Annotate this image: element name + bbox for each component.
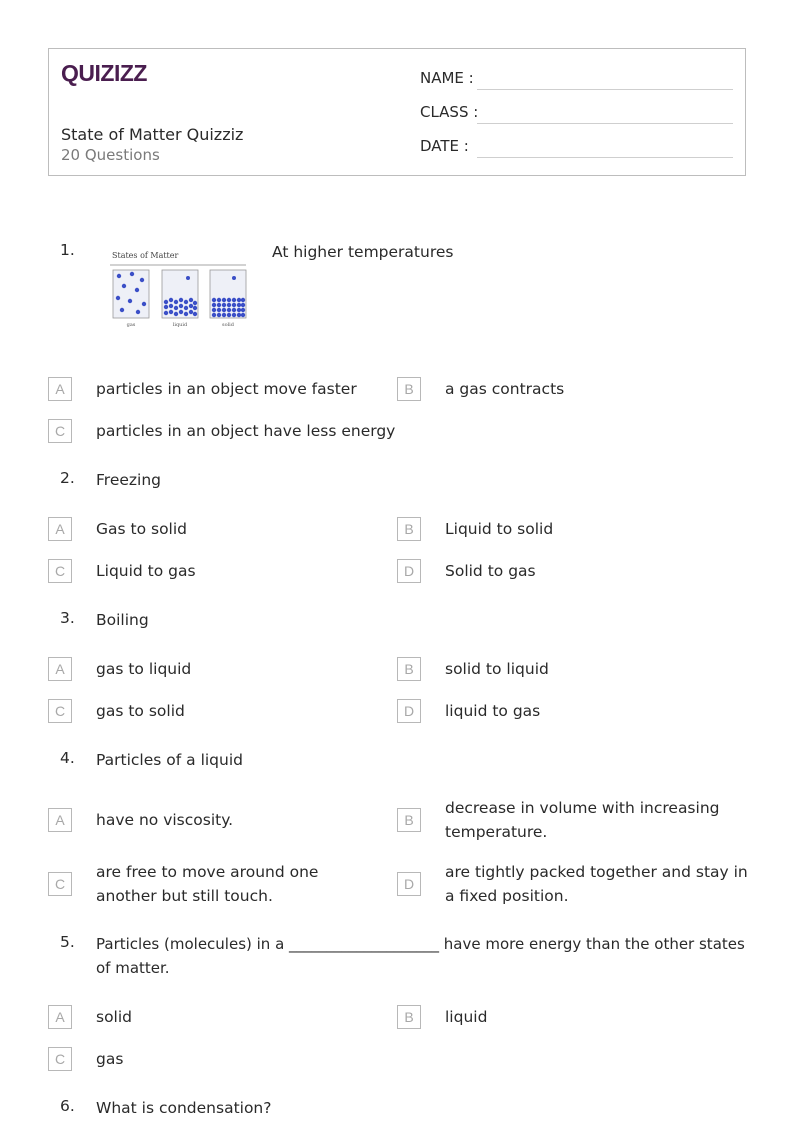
question-2-text: Freezing [96,471,161,489]
q2-option-a-text: Gas to solid [96,520,188,538]
svg-text:QUIZIZZ: QUIZIZZ [61,60,147,86]
q3-option-a-text: gas to liquid [96,660,192,678]
q2-option-b-text: Liquid to solid [445,520,554,538]
q2-option-d-box[interactable]: D [397,559,421,583]
q3-option-c-text: gas to solid [96,702,185,720]
q1-option-c-box[interactable]: C [48,419,72,443]
question-1-text: At higher temperatures [272,243,454,261]
q2-option-d-text: Solid to gas [445,562,536,580]
question-4-text: Particles of a liquid [96,751,243,769]
class-label: CLASS : [420,103,479,121]
question-6-text: What is condensation? [96,1099,272,1117]
liquid-label: liquid [172,322,188,328]
q3-option-c-box[interactable]: C [48,699,72,723]
question-4-number: 4. [60,749,75,767]
question-3-text: Boiling [96,611,149,629]
q1-option-c-text: particles in an object have less energy [96,422,396,440]
q3-option-d-box[interactable]: D [397,699,421,723]
q5-option-a-box[interactable]: A [48,1005,72,1029]
q4-option-c-box[interactable]: C [48,872,72,896]
q5-option-c-text: gas [96,1050,124,1068]
worksheet-header [48,48,746,176]
q2-option-a-box[interactable]: A [48,517,72,541]
q1-option-a-text: particles in an object move faster [96,380,357,398]
q1-option-a-box[interactable]: A [48,377,72,401]
q4-option-d-text: are tightly packed together and stay in a fixed position. [445,863,748,905]
date-label: DATE : [420,137,469,155]
q5-option-b-text: liquid [445,1008,488,1026]
name-label: NAME : [420,69,474,87]
q5-option-c-box[interactable]: C [48,1047,72,1071]
q3-option-b-box[interactable]: B [397,657,421,681]
figure-title: States of Matter [112,251,179,260]
q3-option-d-text: liquid to gas [445,702,541,720]
q1-option-b-box[interactable]: B [397,377,421,401]
question-count: 20 Questions [61,146,160,164]
q4-option-d-box[interactable]: D [397,872,421,896]
quizizz-logo [61,59,153,87]
q4-option-c-text: are free to move around one another but still touch. [96,863,319,905]
question-3-number: 3. [60,609,75,627]
name-line[interactable] [477,89,733,90]
quiz-title: State of Matter Quizziz [61,125,244,144]
q4-option-a-box[interactable]: A [48,808,72,832]
q2-option-b-box[interactable]: B [397,517,421,541]
q5-option-b-box[interactable]: B [397,1005,421,1029]
question-1-number: 1. [60,241,75,259]
q2-option-c-text: Liquid to gas [96,562,196,580]
question-5-number: 5. [60,933,75,951]
q4-option-b-box[interactable]: B [397,808,421,832]
question-2-number: 2. [60,469,75,487]
date-line[interactable] [477,157,733,158]
q4-option-b-text: decrease in volume with increasing temperature. [445,799,720,841]
solid-label: solid [222,322,234,328]
q5-option-a-text: solid [96,1008,133,1026]
q1-option-b-text: a gas contracts [445,380,565,398]
q2-option-c-box[interactable]: C [48,559,72,583]
q3-option-a-box[interactable]: A [48,657,72,681]
question-6-number: 6. [60,1097,75,1115]
q4-option-a-text: have no viscosity. [96,811,234,829]
gas-label: gas [126,322,136,328]
states-of-matter-figure [108,246,250,332]
question-5-text: Particles (molecules) in a ____________________ have more energy than the other states of matter. [96,935,745,977]
class-line[interactable] [477,123,733,124]
q3-option-b-text: solid to liquid [445,660,549,678]
